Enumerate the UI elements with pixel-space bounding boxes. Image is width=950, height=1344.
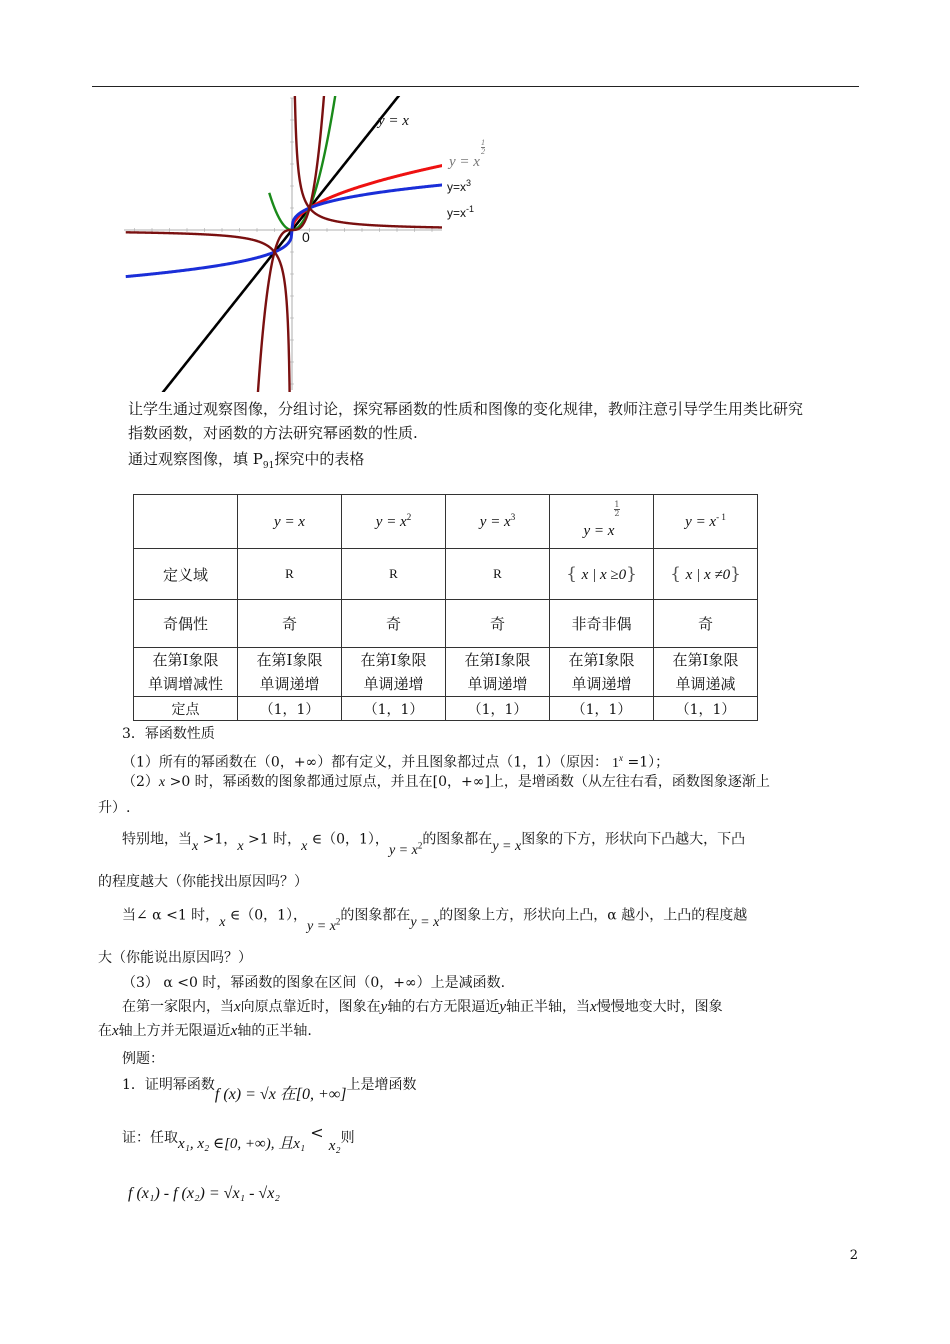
cell: 奇 — [238, 600, 342, 648]
cell: （1，1） — [238, 697, 342, 721]
cell: 在第Ⅰ象限 单调递增 — [550, 648, 654, 697]
cell: 奇 — [446, 600, 550, 648]
property-3-desc-cont: 在x轴上方并无限逼近x轴的正半轴. — [98, 1023, 312, 1039]
example-1: 1．证明幂函数f (x) = √x 在[0, +∞]上是增函数 — [122, 1077, 417, 1103]
property-3: （3） α <0 时，幂函数的图象在区间（0，+∞）上是减函数. — [122, 975, 506, 991]
cell-domain-inverse: { x | x ≠0} — [654, 549, 758, 600]
cell: 奇 — [342, 600, 446, 648]
label-y-eq-x: y = x — [378, 113, 409, 129]
proof-line-1: 证：任取x₁, x₂ ∈[0, +∞), 且x₁ < x₂则 — [122, 1123, 355, 1154]
cell: （1，1） — [550, 697, 654, 721]
special-case-1: 特别地，当x >1，x >1 时，x ∈（0，1），$y = x^2$的图象都在y = x图象的下方，形状向下凸越大，下凸 — [122, 831, 746, 858]
row-monotonicity — [134, 648, 758, 697]
properties-table — [133, 494, 758, 721]
proof-line-2: f (x₁) - f (x₂) = √x₁ - √x₂ — [128, 1185, 280, 1202]
table-header-row — [134, 495, 758, 549]
cell: R — [238, 549, 342, 600]
row-label: 定点 — [134, 697, 238, 721]
cell: 在第Ⅰ象限 单调递增 — [342, 648, 446, 697]
cell: 在第Ⅰ象限 单调递减 — [654, 648, 758, 697]
header-square: $y = x^2$ — [342, 495, 446, 549]
table-corner — [134, 495, 238, 549]
row-label: 在第Ⅰ象限 单调增减性 — [134, 648, 238, 697]
row-label: 定义域 — [134, 549, 238, 600]
power-function-graph — [124, 96, 442, 392]
cell: （1，1） — [654, 697, 758, 721]
header-linear: y = x — [238, 495, 342, 549]
special-case-1-cont: 的程度越大（你能找出原因吗？） — [98, 874, 308, 890]
section-heading: 3．幂函数性质 — [122, 726, 215, 742]
property-3-desc: 在第一家限内，当x向原点靠近时，图象在y轴的右方无限逼近y轴正半轴，当x慢慢地变大时，图象 — [122, 999, 723, 1015]
cell: 非奇非偶 — [550, 600, 654, 648]
intro-line-3: 通过观察图像，填 $P_{91}$探究中的表格 — [128, 450, 365, 471]
origin-label: 0 — [302, 229, 310, 245]
curve-y-eq-x — [124, 96, 442, 392]
property-2: （2）x >0 时，幂函数的图象都通过原点，并且在[0，+∞]上，是增函数（从左往右看，函数图象逐渐上 — [122, 774, 770, 790]
cell: （1，1） — [446, 697, 550, 721]
cell-domain-sqrt: { x | x ≥0} — [550, 549, 654, 600]
label-y-eq-xinv: $y=x^{-1}$ — [447, 204, 475, 220]
header-cube: $y = x^3$ — [446, 495, 550, 549]
intro-line-1: 让学生通过观察图像，分组讨论，探究幂函数的性质和图像的变化规律，教师注意引导学生用类比研究 — [128, 400, 804, 418]
property-1: （1）所有的幂函数在（0，+∞）都有定义，并且图象都过点（1，1）（原因： $1^x =1$）； — [122, 753, 670, 771]
cell: 在第Ⅰ象限 单调递增 — [446, 648, 550, 697]
header-rule — [92, 86, 859, 87]
row-fixed-point — [134, 697, 758, 721]
cell: （1，1） — [342, 697, 446, 721]
cell: 奇 — [654, 600, 758, 648]
property-2-cont: 升）. — [98, 800, 131, 816]
curve-y-eq-x-inverse-pos — [293, 96, 442, 228]
page-number: 2 — [849, 1248, 858, 1263]
label-y-eq-x-half: y = x $\frac{1}{2}$ — [449, 138, 485, 170]
row-parity — [134, 600, 758, 648]
cell: R — [342, 549, 446, 600]
special-case-2: 当∠ α <1 时，x ∈（0，1），$y = x^2$的图象都在y = x的图象上方，形状向上凸，α 越小，上凸的程度越 — [122, 907, 748, 934]
header-sqrt: y = x $\frac{1}{2}$ — [550, 495, 654, 549]
cell: R — [446, 549, 550, 600]
special-case-2-cont: 大（你能说出原因吗？） — [98, 950, 252, 966]
intro-line-2: 指数函数，对函数的方法研究幂函数的性质. — [128, 424, 418, 442]
header-inverse: $y = x^{- 1}$ — [654, 495, 758, 549]
example-heading: 例题： — [122, 1051, 164, 1067]
row-label: 奇偶性 — [134, 600, 238, 648]
label-y-eq-x3: $y=x^3$ — [447, 178, 472, 194]
cell: 在第Ⅰ象限 单调递增 — [238, 648, 342, 697]
row-domain — [134, 549, 758, 600]
